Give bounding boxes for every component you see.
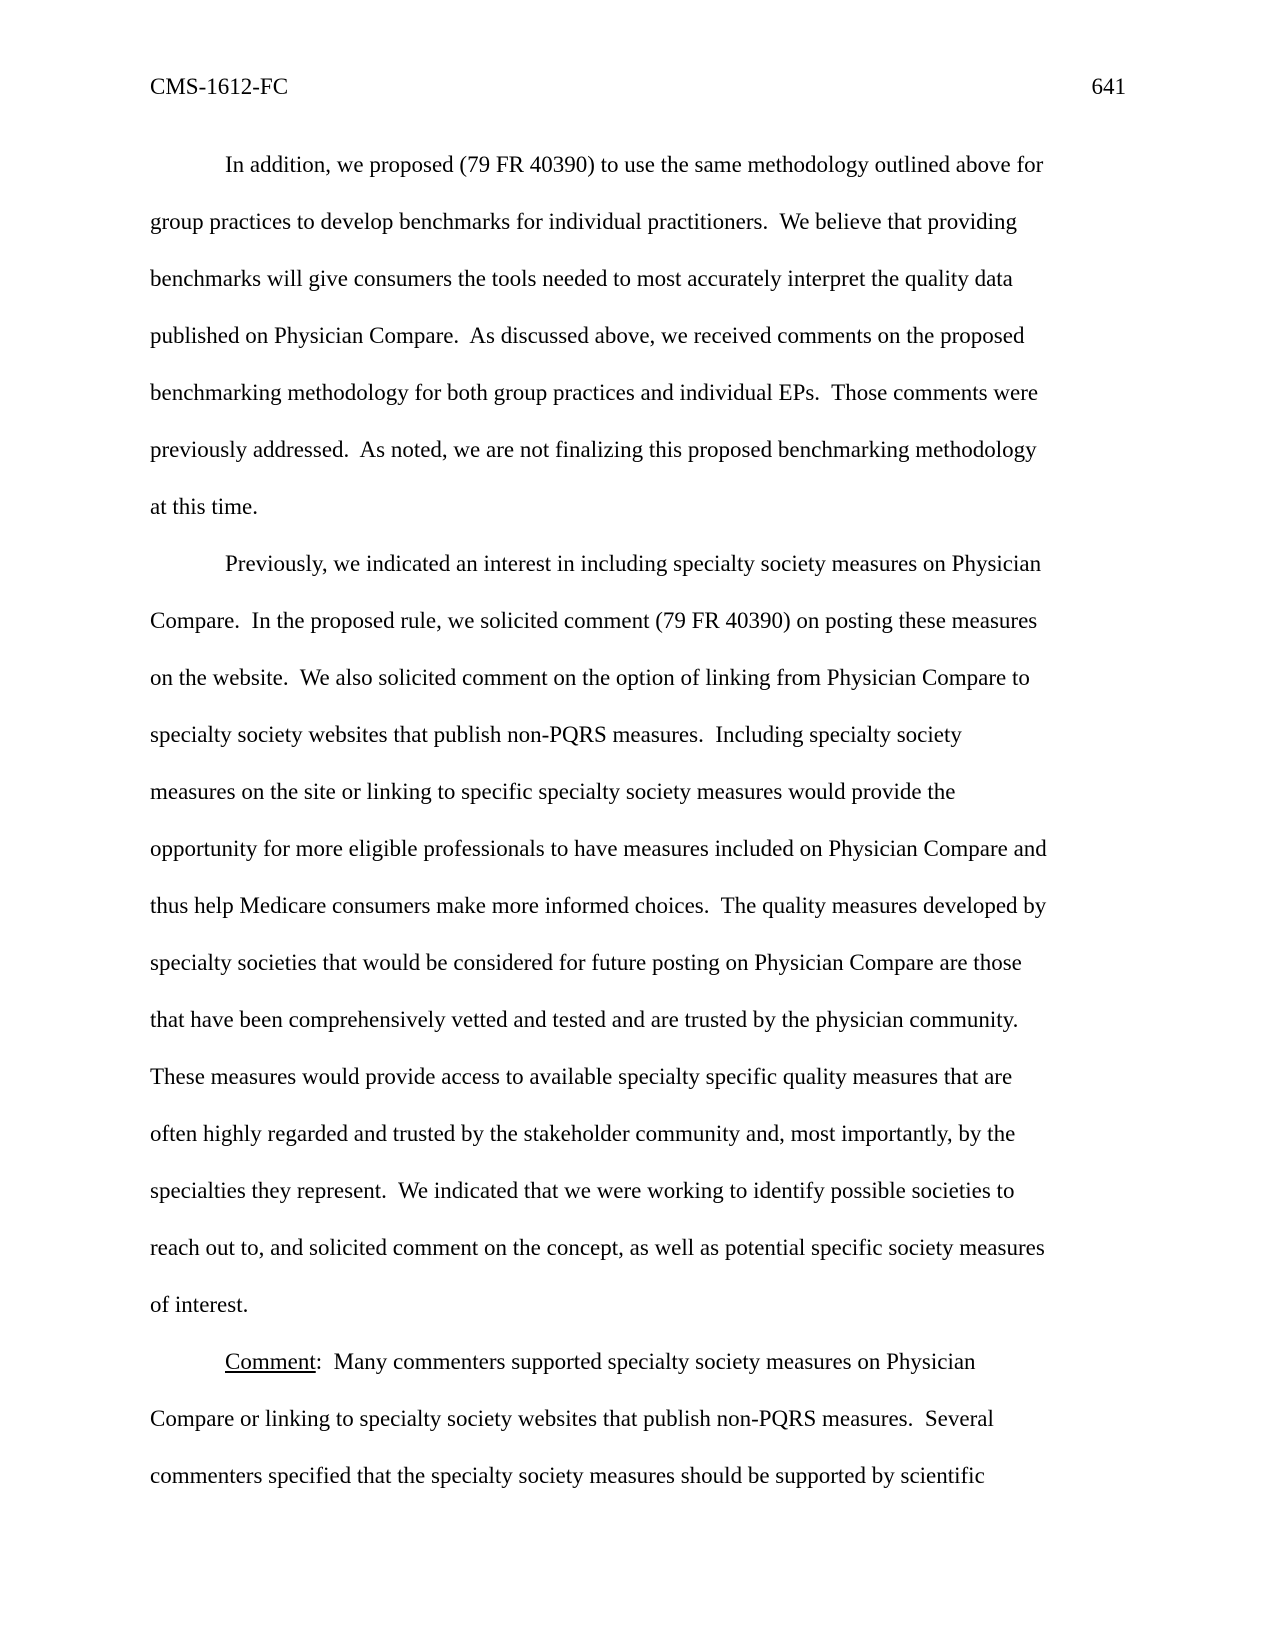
text-line: on the website. We also solicited comment on the option of linking from Physician Compare to xyxy=(150,665,1030,690)
text-line: previously addressed. As noted, we are not finalizing this proposed benchmarking methodology xyxy=(150,437,1037,462)
text-line: Previously, we indicated an interest in including specialty society measures on Physician xyxy=(225,551,1042,576)
text-line: at this time. xyxy=(150,494,258,519)
text-line: reach out to, and solicited comment on the concept, as well as potential specific society measures xyxy=(150,1235,1045,1260)
text-line: benchmarks will give consumers the tools needed to most accurately interpret the quality data xyxy=(150,266,1013,291)
page-header xyxy=(150,72,1126,102)
comment-text: : Many commenters supported specialty society measures on Physician xyxy=(315,1349,976,1374)
text-line: published on Physician Compare. As discussed above, we received comments on the proposed xyxy=(150,323,1025,348)
text-line: specialty society websites that publish non-PQRS measures. Including specialty society xyxy=(150,722,962,747)
text-line: Compare. In the proposed rule, we solicited comment (79 FR 40390) on posting these measures xyxy=(150,608,1038,633)
document-body xyxy=(150,150,1126,1518)
document-id: CMS-1612-FC xyxy=(150,74,289,99)
text-line: often highly regarded and trusted by the stakeholder community and, most importantly, by the xyxy=(150,1121,1016,1146)
text-line: that have been comprehensively vetted and tested and are trusted by the physician community. xyxy=(150,1007,1019,1032)
text-line: specialties they represent. We indicated that we were working to identify possible societies to xyxy=(150,1178,1015,1203)
text-line: thus help Medicare consumers make more informed choices. The quality measures developed by xyxy=(150,893,1047,918)
text-line: benchmarking methodology for both group practices and individual EPs. Those comments were xyxy=(150,380,1039,405)
text-line: Compare or linking to specialty society websites that publish non-PQRS measures. Several xyxy=(150,1406,994,1431)
text-line: measures on the site or linking to specific specialty society measures would provide the xyxy=(150,779,956,804)
text-line: These measures would provide access to available specialty specific quality measures that are xyxy=(150,1064,1013,1089)
text-line: opportunity for more eligible professionals to have measures included on Physician Compare and xyxy=(150,836,1047,861)
text-line: commenters specified that the specialty society measures should be supported by scientific xyxy=(150,1463,985,1488)
text-line: In addition, we proposed (79 FR 40390) to use the same methodology outlined above for xyxy=(225,152,1044,177)
page-number: 641 xyxy=(1091,74,1126,99)
comment-label: Comment xyxy=(225,1349,316,1374)
text-line: of interest. xyxy=(150,1292,249,1317)
text-line: group practices to develop benchmarks for individual practitioners. We believe that providing xyxy=(150,209,1017,234)
text-line: specialty societies that would be considered for future posting on Physician Compare are those xyxy=(150,950,1022,975)
comment-line xyxy=(150,1347,1126,1404)
